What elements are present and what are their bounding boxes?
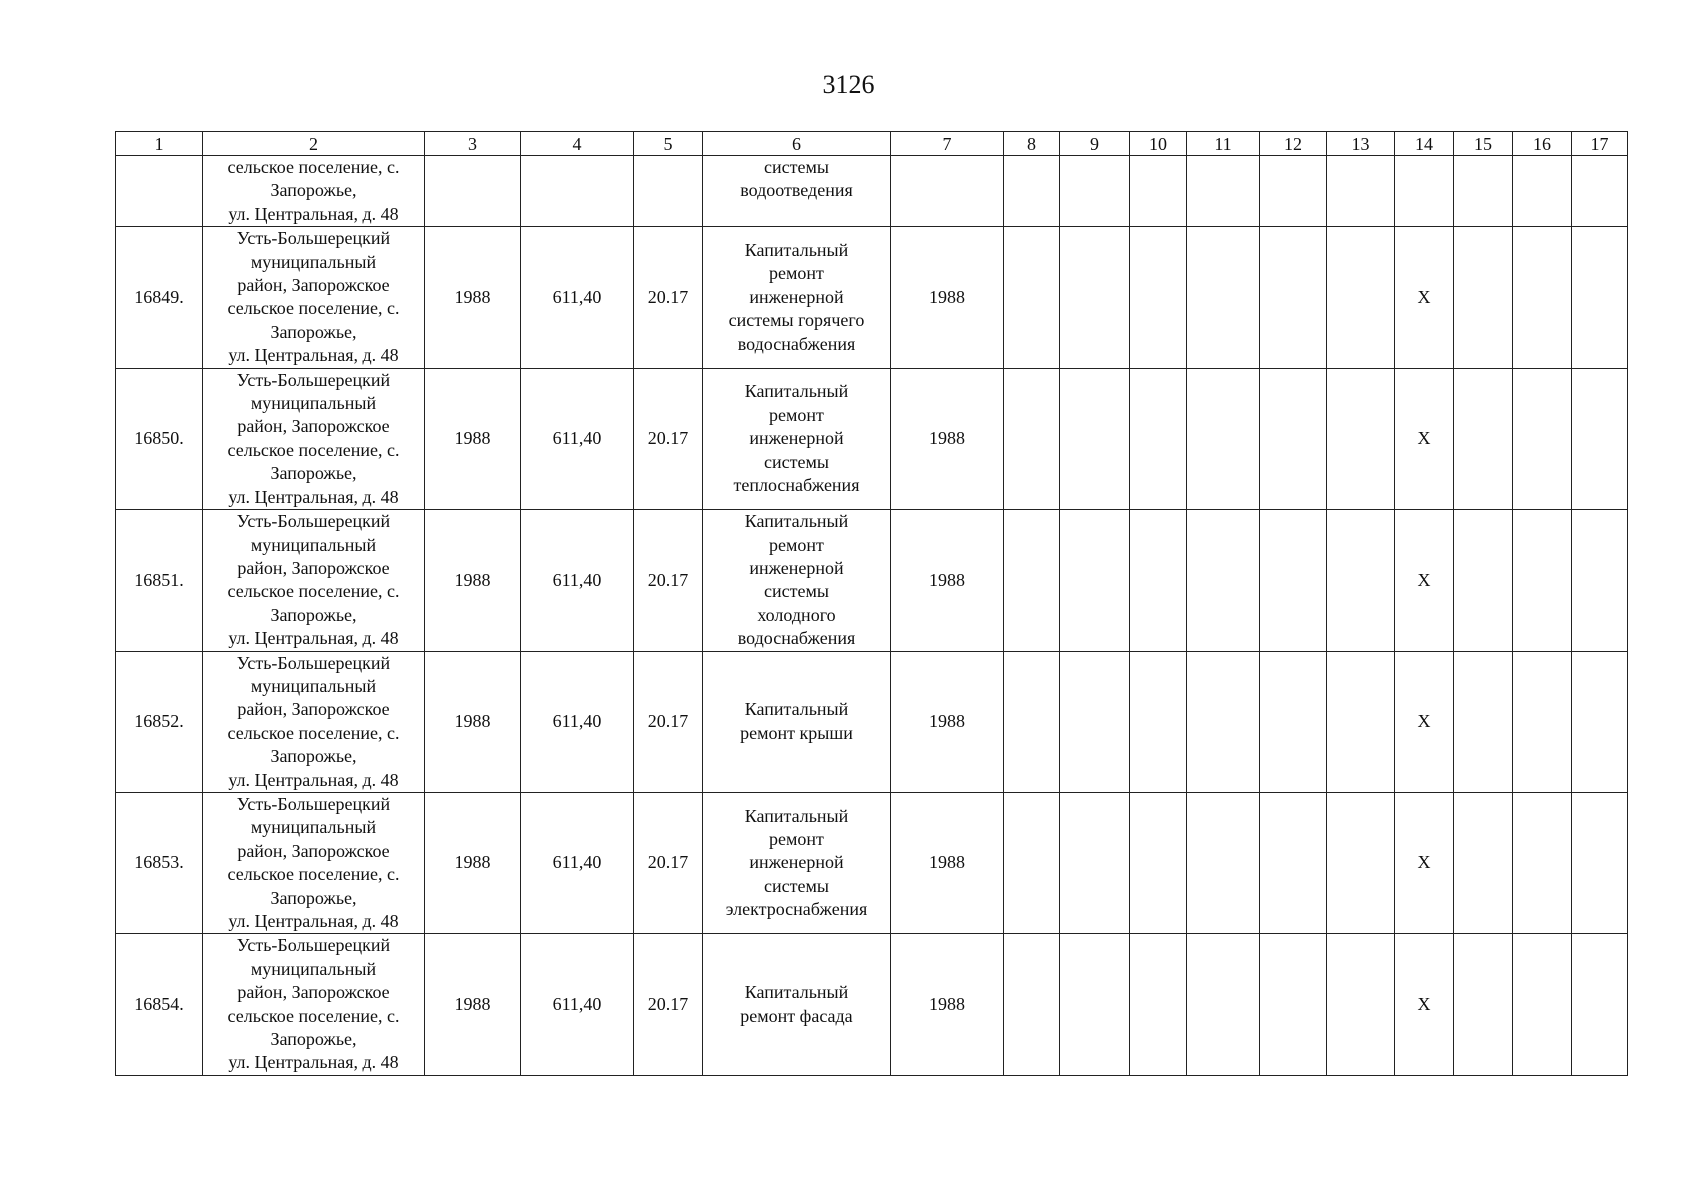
column-header: 4 <box>521 132 634 156</box>
cell-empty <box>1004 510 1060 651</box>
cell-empty <box>1060 651 1130 792</box>
cell-year: 1988 <box>425 510 521 651</box>
cell-number: 16852. <box>116 651 203 792</box>
cell-number: 16850. <box>116 368 203 509</box>
table-row <box>116 651 1628 792</box>
cell-empty <box>116 156 203 227</box>
continuation-row <box>116 156 1628 227</box>
cell-empty <box>1513 934 1572 1075</box>
cell-empty <box>1187 651 1260 792</box>
cell-code: 20.17 <box>634 368 703 509</box>
table-row <box>116 368 1628 509</box>
cell-empty <box>1572 227 1628 368</box>
cell-year: 1988 <box>425 651 521 792</box>
table-row <box>116 227 1628 368</box>
cell-empty <box>1130 510 1187 651</box>
cell-year: 1988 <box>425 227 521 368</box>
cell-address: Усть-Большерецкий муниципальный район, Запорожское сельское поселение, с. Запорожье, ул. Центральная, д. 48 <box>203 792 425 933</box>
cell-address: Усть-Большерецкий муниципальный район, Запорожское сельское поселение, с. Запорожье, ул. Центральная, д. 48 <box>203 651 425 792</box>
cell-empty <box>1454 792 1513 933</box>
cell-work-type: Капитальный ремонт инженерной системы электроснабжения <box>703 792 891 933</box>
cell-empty <box>1187 792 1260 933</box>
column-header: 16 <box>1513 132 1572 156</box>
cell-empty <box>1327 510 1395 651</box>
cell-mark: X <box>1395 934 1454 1075</box>
cell-empty <box>1260 792 1327 933</box>
cell-mark: X <box>1395 368 1454 509</box>
cell-empty <box>1327 156 1395 227</box>
cell-empty <box>1513 792 1572 933</box>
cell-code: 20.17 <box>634 510 703 651</box>
cell-mark: X <box>1395 792 1454 933</box>
cell-work-type: системы водоотведения <box>703 156 891 227</box>
cell-work-type: Капитальный ремонт инженерной системы горячего водоснабжения <box>703 227 891 368</box>
column-header: 6 <box>703 132 891 156</box>
cell-empty <box>1260 934 1327 1075</box>
cell-code: 20.17 <box>634 792 703 933</box>
cell-number: 16853. <box>116 792 203 933</box>
cell-work-type: Капитальный ремонт инженерной системы теплоснабжения <box>703 368 891 509</box>
cell-empty <box>1327 227 1395 368</box>
cell-code: 20.17 <box>634 227 703 368</box>
column-header: 14 <box>1395 132 1454 156</box>
cell-empty <box>1513 368 1572 509</box>
cell-empty <box>1572 510 1628 651</box>
cell-empty <box>1572 368 1628 509</box>
cell-area: 611,40 <box>521 934 634 1075</box>
cell-empty <box>891 156 1004 227</box>
cell-empty <box>1395 156 1454 227</box>
table-row <box>116 934 1628 1075</box>
column-header: 15 <box>1454 132 1513 156</box>
cell-empty <box>1060 934 1130 1075</box>
cell-empty <box>1260 368 1327 509</box>
page-number: 3126 <box>822 70 875 99</box>
cell-empty <box>1260 227 1327 368</box>
cell-empty <box>521 156 634 227</box>
cell-address: Усть-Большерецкий муниципальный район, Запорожское сельское поселение, с. Запорожье, ул. Центральная, д. 48 <box>203 934 425 1075</box>
cell-year-2: 1988 <box>891 651 1004 792</box>
column-header: 11 <box>1187 132 1260 156</box>
cell-year-2: 1988 <box>891 934 1004 1075</box>
cell-empty <box>1004 792 1060 933</box>
cell-year-2: 1988 <box>891 792 1004 933</box>
column-header: 1 <box>116 132 203 156</box>
cell-address: сельское поселение, с. Запорожье, ул. Центральная, д. 48 <box>203 156 425 227</box>
cell-number: 16849. <box>116 227 203 368</box>
cell-year: 1988 <box>425 792 521 933</box>
cell-empty <box>1130 227 1187 368</box>
cell-empty <box>1454 651 1513 792</box>
cell-area: 611,40 <box>521 227 634 368</box>
cell-code: 20.17 <box>634 934 703 1075</box>
cell-empty <box>1454 934 1513 1075</box>
column-header: 13 <box>1327 132 1395 156</box>
cell-empty <box>1004 368 1060 509</box>
column-header: 2 <box>203 132 425 156</box>
cell-code: 20.17 <box>634 651 703 792</box>
cell-number: 16851. <box>116 510 203 651</box>
cell-address: Усть-Большерецкий муниципальный район, Запорожское сельское поселение, с. Запорожье, ул. Центральная, д. 48 <box>203 368 425 509</box>
cell-work-type: Капитальный ремонт крыши <box>703 651 891 792</box>
cell-empty <box>1187 156 1260 227</box>
cell-empty <box>1260 651 1327 792</box>
cell-empty <box>1060 510 1130 651</box>
cell-empty <box>1130 651 1187 792</box>
cell-empty <box>425 156 521 227</box>
cell-empty <box>1572 651 1628 792</box>
cell-empty <box>1454 368 1513 509</box>
cell-empty <box>1130 368 1187 509</box>
cell-empty <box>634 156 703 227</box>
column-header: 8 <box>1004 132 1060 156</box>
column-header: 7 <box>891 132 1004 156</box>
cell-area: 611,40 <box>521 368 634 509</box>
cell-year-2: 1988 <box>891 510 1004 651</box>
repair-program-table <box>115 131 1628 1076</box>
cell-year-2: 1988 <box>891 368 1004 509</box>
column-header: 5 <box>634 132 703 156</box>
cell-empty <box>1327 368 1395 509</box>
cell-area: 611,40 <box>521 792 634 933</box>
cell-mark: X <box>1395 510 1454 651</box>
cell-empty <box>1060 227 1130 368</box>
cell-empty <box>1513 156 1572 227</box>
column-header: 3 <box>425 132 521 156</box>
cell-empty <box>1327 651 1395 792</box>
column-header: 9 <box>1060 132 1130 156</box>
cell-empty <box>1187 368 1260 509</box>
cell-empty <box>1004 227 1060 368</box>
cell-year: 1988 <box>425 934 521 1075</box>
cell-empty <box>1130 934 1187 1075</box>
cell-empty <box>1130 156 1187 227</box>
cell-empty <box>1004 934 1060 1075</box>
cell-mark: X <box>1395 651 1454 792</box>
cell-empty <box>1260 510 1327 651</box>
column-header: 12 <box>1260 132 1327 156</box>
table-row <box>116 510 1628 651</box>
cell-empty <box>1327 792 1395 933</box>
cell-empty <box>1572 792 1628 933</box>
cell-address: Усть-Большерецкий муниципальный район, Запорожское сельское поселение, с. Запорожье, ул. Центральная, д. 48 <box>203 510 425 651</box>
cell-empty <box>1060 368 1130 509</box>
cell-empty <box>1130 792 1187 933</box>
cell-empty <box>1004 651 1060 792</box>
table-row <box>116 792 1628 933</box>
cell-empty <box>1260 156 1327 227</box>
cell-empty <box>1060 156 1130 227</box>
cell-area: 611,40 <box>521 651 634 792</box>
cell-address: Усть-Большерецкий муниципальный район, Запорожское сельское поселение, с. Запорожье, ул. Центральная, д. 48 <box>203 227 425 368</box>
cell-empty <box>1513 227 1572 368</box>
column-number-row <box>116 132 1628 156</box>
cell-number: 16854. <box>116 934 203 1075</box>
cell-empty <box>1004 156 1060 227</box>
cell-empty <box>1572 934 1628 1075</box>
cell-empty <box>1060 792 1130 933</box>
cell-empty <box>1454 510 1513 651</box>
cell-year: 1988 <box>425 368 521 509</box>
cell-year-2: 1988 <box>891 227 1004 368</box>
cell-empty <box>1187 934 1260 1075</box>
cell-empty <box>1327 934 1395 1075</box>
cell-empty <box>1572 156 1628 227</box>
column-header: 10 <box>1130 132 1187 156</box>
column-header: 17 <box>1572 132 1628 156</box>
cell-empty <box>1187 510 1260 651</box>
cell-area: 611,40 <box>521 510 634 651</box>
cell-empty <box>1513 651 1572 792</box>
cell-empty <box>1454 227 1513 368</box>
cell-mark: X <box>1395 227 1454 368</box>
cell-work-type: Капитальный ремонт инженерной системы холодного водоснабжения <box>703 510 891 651</box>
cell-empty <box>1513 510 1572 651</box>
cell-empty <box>1454 156 1513 227</box>
cell-empty <box>1187 227 1260 368</box>
cell-work-type: Капитальный ремонт фасада <box>703 934 891 1075</box>
table-body <box>116 227 1628 1076</box>
